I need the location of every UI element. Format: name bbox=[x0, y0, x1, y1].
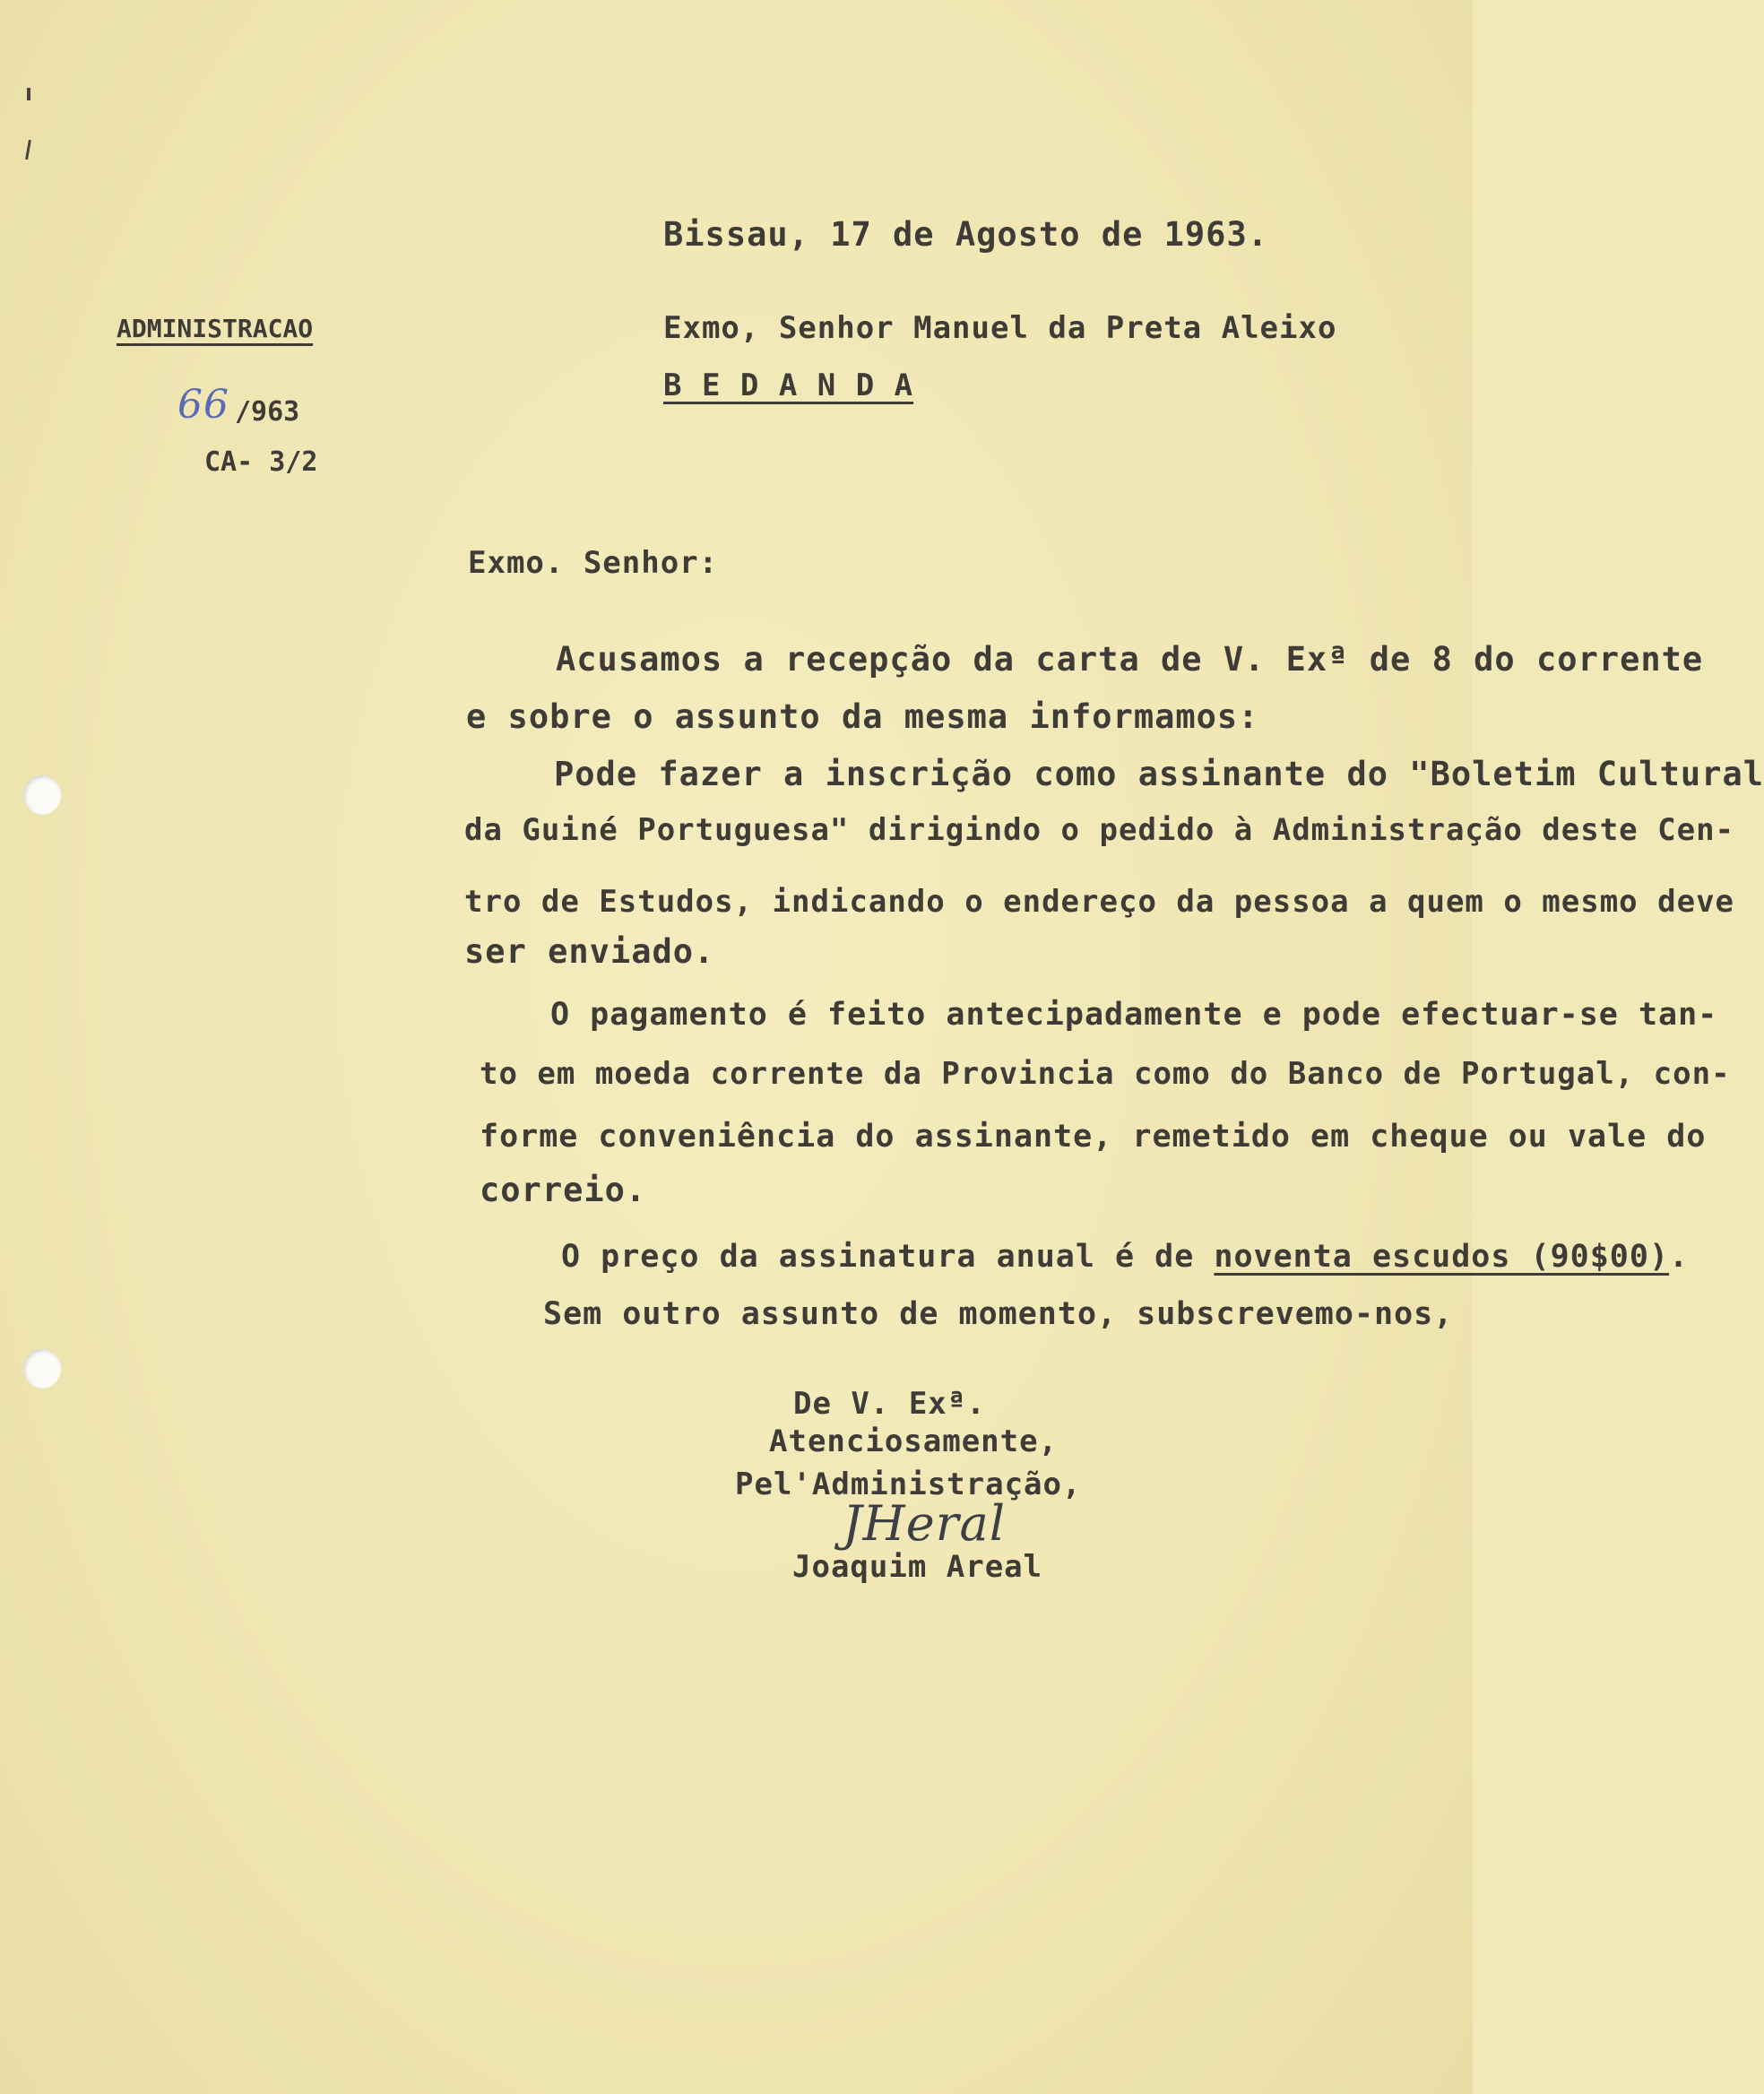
body-line-3: Pode fazer a inscrição como assinante do "Boletim Cultural bbox=[554, 755, 1764, 793]
punch-hole-top bbox=[23, 775, 61, 815]
signature-line-3: Pel'Administração, bbox=[735, 1467, 1082, 1502]
recipient-location: B E D A N D A bbox=[663, 368, 914, 403]
department-heading: ADMINISTRACAO bbox=[117, 314, 314, 343]
margin-mark bbox=[27, 88, 30, 100]
handwritten-signature: JHeral bbox=[843, 1495, 1006, 1552]
signature-line-1: De V. Exª. bbox=[793, 1386, 986, 1422]
signatory-name: Joaquim Areal bbox=[792, 1549, 1043, 1585]
body-line-4: da Guiné Portuguesa" dirigindo o pedido à Administração deste Cen- bbox=[464, 812, 1735, 848]
body-line-8: to em moeda corrente da Provincia como do Banco de Portugal, con- bbox=[480, 1056, 1731, 1092]
date-line: Bissau, 17 de Agosto de 1963. bbox=[663, 215, 1269, 254]
body-line-1: Acusamos a recepção da carta de V. Exª de 8 do corrente bbox=[556, 640, 1704, 679]
punch-hole-bottom bbox=[23, 1349, 61, 1389]
recipient-line: Exmo, Senhor Manuel da Preta Aleixo bbox=[663, 310, 1337, 346]
price-line bbox=[561, 1239, 1689, 1275]
reference-year: /963 bbox=[235, 396, 300, 428]
body-line-7: O pagamento é feito antecipadamente e pode efectuar-se tan- bbox=[550, 997, 1718, 1033]
salutation: Exmo. Senhor: bbox=[468, 545, 719, 581]
reference-number-handwritten: 66 bbox=[177, 382, 229, 428]
price-amount: noventa escudos (90$00) bbox=[1214, 1239, 1670, 1275]
price-suffix: . bbox=[1669, 1239, 1690, 1275]
margin-mark-2 bbox=[25, 140, 31, 160]
body-line-9: forme conveniência do assinante, remetido em cheque ou vale do bbox=[480, 1119, 1707, 1155]
reference-code: CA- 3/2 bbox=[204, 446, 318, 478]
closing-line: Sem outro assunto de momento, subscrevemo-nos, bbox=[543, 1296, 1454, 1332]
body-line-5: tro de Estudos, indicando o endereço da pessoa a quem o mesmo deve bbox=[464, 884, 1735, 920]
body-line-10: correio. bbox=[480, 1171, 647, 1209]
price-prefix: O preço da assinatura anual é de bbox=[561, 1239, 1215, 1275]
body-line-6: ser enviado. bbox=[464, 932, 715, 971]
body-line-2: e sobre o assunto da mesma informamos: bbox=[466, 697, 1259, 736]
signature-line-2: Atenciosamente, bbox=[769, 1423, 1059, 1459]
